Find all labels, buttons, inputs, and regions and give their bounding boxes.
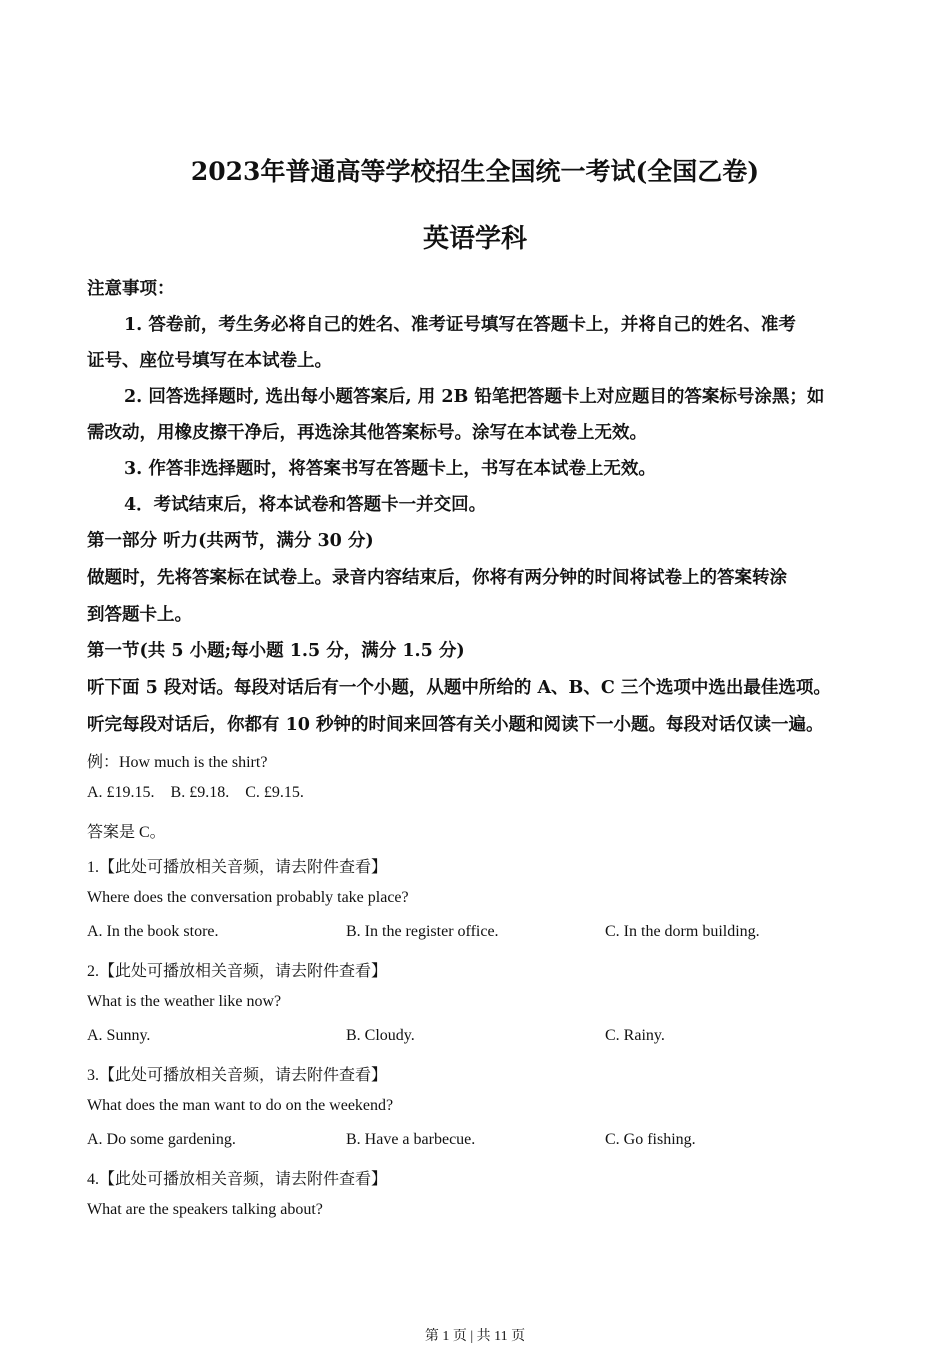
notice-item: 3. 作答非选择题时，将答案书写在答题卡上，书写在本试卷上无效。 — [124, 459, 656, 479]
question-text: What does the man want to do on the weekend? — [87, 1097, 394, 1114]
notice-item: 2. 回答选择题时, 选出每小题答案后, 用 2B 铅笔把答题卡上对应题目的答案标号涂黑；如 — [124, 387, 825, 407]
notice-item: 证号、座位号填写在本试卷上。 — [87, 351, 332, 371]
part1-instruction: 做题时，先将答案标在试卷上。录音内容结束后，你将有两分钟的时间将试卷上的答案转涂 — [87, 568, 787, 588]
audio-note: 【此处可播放相关音频，请去附件查看】 — [99, 963, 388, 980]
section1-instruction: 听下面 5 段对话。每段对话后有一个小题，从题中所给的 A、B、C 三个选项中选出最佳选项。 — [87, 678, 831, 698]
question-header — [87, 1166, 387, 1189]
question-number: 3. — [87, 1067, 99, 1084]
audio-note: 【此处可播放相关音频，请去附件查看】 — [99, 1171, 388, 1188]
option-b: B. Cloudy. — [346, 1027, 415, 1044]
section1-heading: 第一节(共 5 小题;每小题 1.5 分，满分 1.5 分) — [87, 641, 465, 661]
option-a: A. Sunny. — [87, 1027, 151, 1044]
option-c: C. In the dorm building. — [605, 923, 760, 940]
example-options: A. £19.15. B. £9.18. C. £9.15. — [87, 784, 304, 801]
question-header — [87, 958, 387, 981]
option-b: B. In the register office. — [346, 923, 499, 940]
notice-item: 1. 答卷前，考生务必将自己的姓名、准考证号填写在答题卡上，并将自己的姓名、准考 — [124, 315, 796, 335]
question-text: Where does the conversation probably take place? — [87, 889, 409, 906]
option-b: B. Have a barbecue. — [346, 1131, 476, 1148]
page-footer: 第 1 页 | 共 11 页 — [424, 1329, 526, 1344]
option-c: C. Rainy. — [605, 1027, 665, 1044]
question-number: 4. — [87, 1171, 99, 1188]
question-number: 2. — [87, 963, 99, 980]
question-text: What is the weather like now? — [87, 993, 282, 1010]
option-a: A. In the book store. — [87, 923, 219, 940]
notice-heading: 注意事项： — [87, 279, 175, 299]
question-number: 1. — [87, 859, 99, 876]
option-c: C. Go fishing. — [605, 1131, 696, 1148]
example-answer: 答案是 C。 — [87, 824, 166, 841]
audio-note: 【此处可播放相关音频，请去附件查看】 — [99, 859, 388, 876]
question-text: What are the speakers talking about? — [87, 1201, 323, 1218]
exam-title: 2023年普通高等学校招生全国统一考试(全国乙卷) — [190, 157, 760, 186]
notice-item: 需改动，用橡皮擦干净后，再选涂其他答案标号。涂写在本试卷上无效。 — [87, 423, 647, 443]
subject-title: 英语学科 — [422, 224, 527, 254]
option-a: A. Do some gardening. — [87, 1131, 236, 1148]
example-question: 例：How much is the shirt? — [87, 754, 268, 771]
notice-item: 4．考试结束后，将本试卷和答题卡一并交回。 — [124, 495, 487, 515]
question-header — [87, 854, 387, 877]
section1-instruction: 听完每段对话后，你都有 10 秒钟的时间来回答有关小题和阅读下一小题。每段对话仅读一遍。 — [87, 715, 824, 735]
question-header — [87, 1062, 387, 1085]
part1-instruction: 到答题卡上。 — [87, 605, 192, 625]
part1-heading: 第一部分 听力(共两节，满分 30 分) — [87, 531, 374, 551]
audio-note: 【此处可播放相关音频，请去附件查看】 — [99, 1067, 388, 1084]
